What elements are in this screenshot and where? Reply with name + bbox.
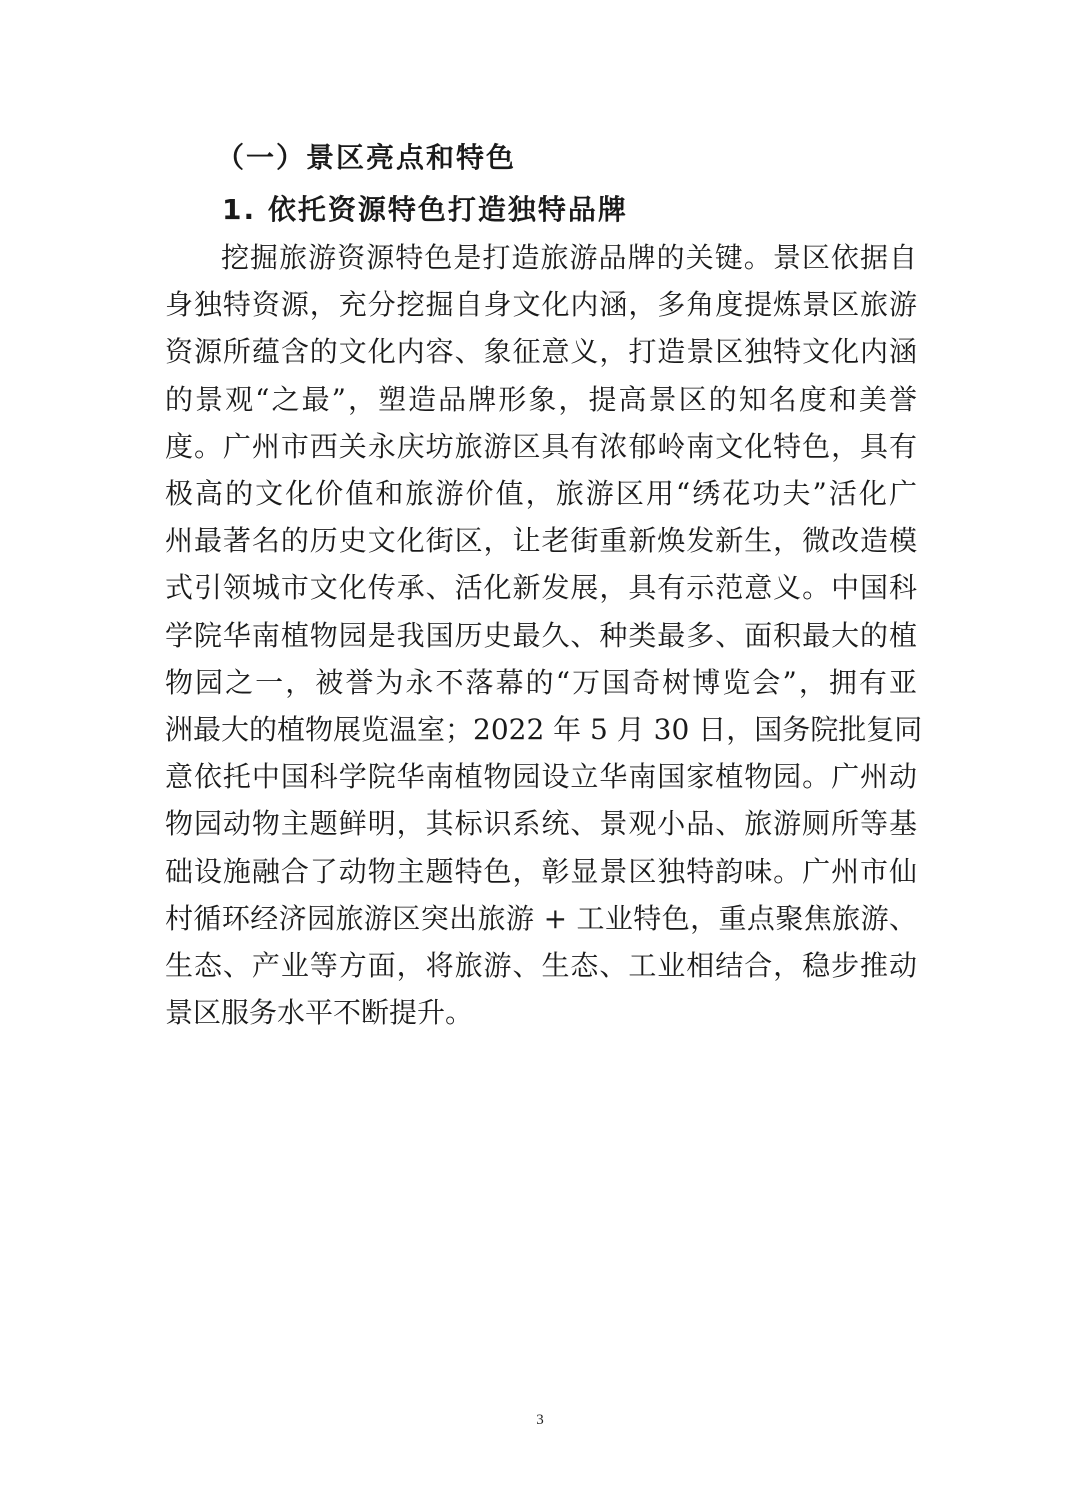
- paragraph-line: 身独特资源，充分挖掘自身文化内涵，多角度提炼景区旅游: [165, 288, 917, 322]
- paragraph-line: 资源所蕴含的文化内容、象征意义，打造景区独特文化内涵: [165, 335, 917, 369]
- paragraph-line: 景区服务水平不断提升。: [165, 996, 474, 1030]
- paragraph-line: 州最著名的历史文化街区，让老街重新焕发新生，微改造模: [165, 524, 917, 558]
- paragraph-line: 度。广州市西关永庆坊旅游区具有浓郁岭南文化特色，具有: [165, 429, 917, 463]
- paragraph-line: 物园动物主题鲜明，其标识系统、景观小品、旅游厕所等基: [165, 807, 917, 841]
- sub-title: 1. 依托资源特色打造独特品牌: [222, 193, 628, 226]
- paragraph-line: 的景观“之最”，塑造品牌形象，提高景区的知名度和美誉: [165, 382, 917, 416]
- paragraph-line: 学院华南植物园是我国历史最久、种类最多、面积最大的植: [165, 618, 917, 652]
- paragraph-line: 物园之一，被誉为永不落幕的“万国奇树博览会”，拥有亚: [165, 665, 917, 699]
- paragraph-line: 村循环经济园旅游区突出旅游 + 工业特色，重点聚焦旅游、: [165, 901, 917, 935]
- paragraph-line: 础设施融合了动物主题特色，彰显景区独特韵味。广州市仙: [165, 854, 917, 888]
- paragraph-line: 极高的文化价值和旅游价值，旅游区用“绣花功夫”活化广: [165, 477, 917, 511]
- paragraph-line: 生态、产业等方面，将旅游、生态、工业相结合，稳步推动: [165, 949, 917, 983]
- paragraph-line: 洲最大的植物展览温室；2022 年 5 月 30 日，国务院批复同: [165, 713, 923, 747]
- paragraph-line: 挖掘旅游资源特色是打造旅游品牌的关键。景区依据自: [221, 241, 917, 274]
- page-number: 3: [536, 1412, 544, 1428]
- paragraph-line: 意依托中国科学院华南植物园设立华南国家植物园。广州动: [165, 760, 917, 794]
- paragraph-line: 式引领城市文化传承、活化新发展，具有示范意义。中国科: [165, 571, 917, 605]
- section-title: （一）景区亮点和特色: [216, 141, 517, 174]
- body-paragraph: [165, 234, 925, 1036]
